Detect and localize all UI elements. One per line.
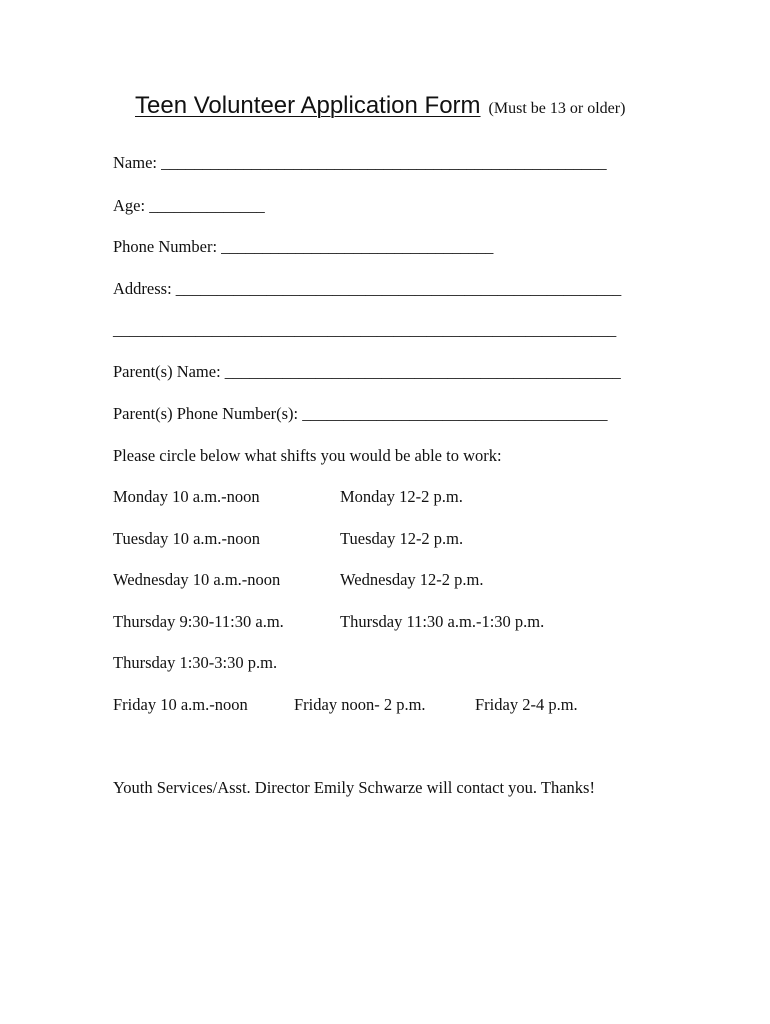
form-age-requirement: (Must be 13 or older) [488,100,626,117]
parent-name-field[interactable]: Parent(s) Name: ________________________________________________ [113,362,621,381]
shift-tuesday-afternoon[interactable]: Tuesday 12-2 p.m. [340,529,464,548]
parent-phone-field[interactable]: Parent(s) Phone Number(s): _____________________________________ [113,404,608,423]
shift-thursday-morning[interactable]: Thursday 9:30-11:30 a.m. [113,612,284,631]
age-field[interactable]: Age: ______________ [113,196,265,215]
shift-monday-afternoon[interactable]: Monday 12-2 p.m. [340,487,463,506]
shift-friday-midday[interactable]: Friday noon- 2 p.m. [294,695,426,714]
name-field[interactable]: Name: ______________________________________________________ [113,153,607,172]
shift-thursday-afternoon[interactable]: Thursday 1:30-3:30 p.m. [113,653,278,672]
phone-number-field[interactable]: Phone Number: _________________________________ [113,237,494,256]
address-line-2-field[interactable]: _____________________________________________________________ [113,320,617,339]
shift-wednesday-afternoon[interactable]: Wednesday 12-2 p.m. [340,570,484,589]
address-field[interactable]: Address: ______________________________________________________ [113,279,622,298]
form-title-text: Teen Volunteer Application Form [135,92,481,119]
shift-tuesday-morning[interactable]: Tuesday 10 a.m.-noon [113,529,260,548]
shift-thursday-midday[interactable]: Thursday 11:30 a.m.-1:30 p.m. [340,612,545,631]
shifts-prompt: Please circle below what shifts you would be able to work: [113,446,502,465]
form-title [135,92,625,120]
shift-monday-morning[interactable]: Monday 10 a.m.-noon [113,487,260,506]
shift-wednesday-morning[interactable]: Wednesday 10 a.m.-noon [113,570,281,589]
shift-friday-morning[interactable]: Friday 10 a.m.-noon [113,695,248,714]
shift-friday-afternoon[interactable]: Friday 2-4 p.m. [475,695,578,714]
closing-note: Youth Services/Asst. Director Emily Schwarze will contact you. Thanks! [113,778,595,797]
